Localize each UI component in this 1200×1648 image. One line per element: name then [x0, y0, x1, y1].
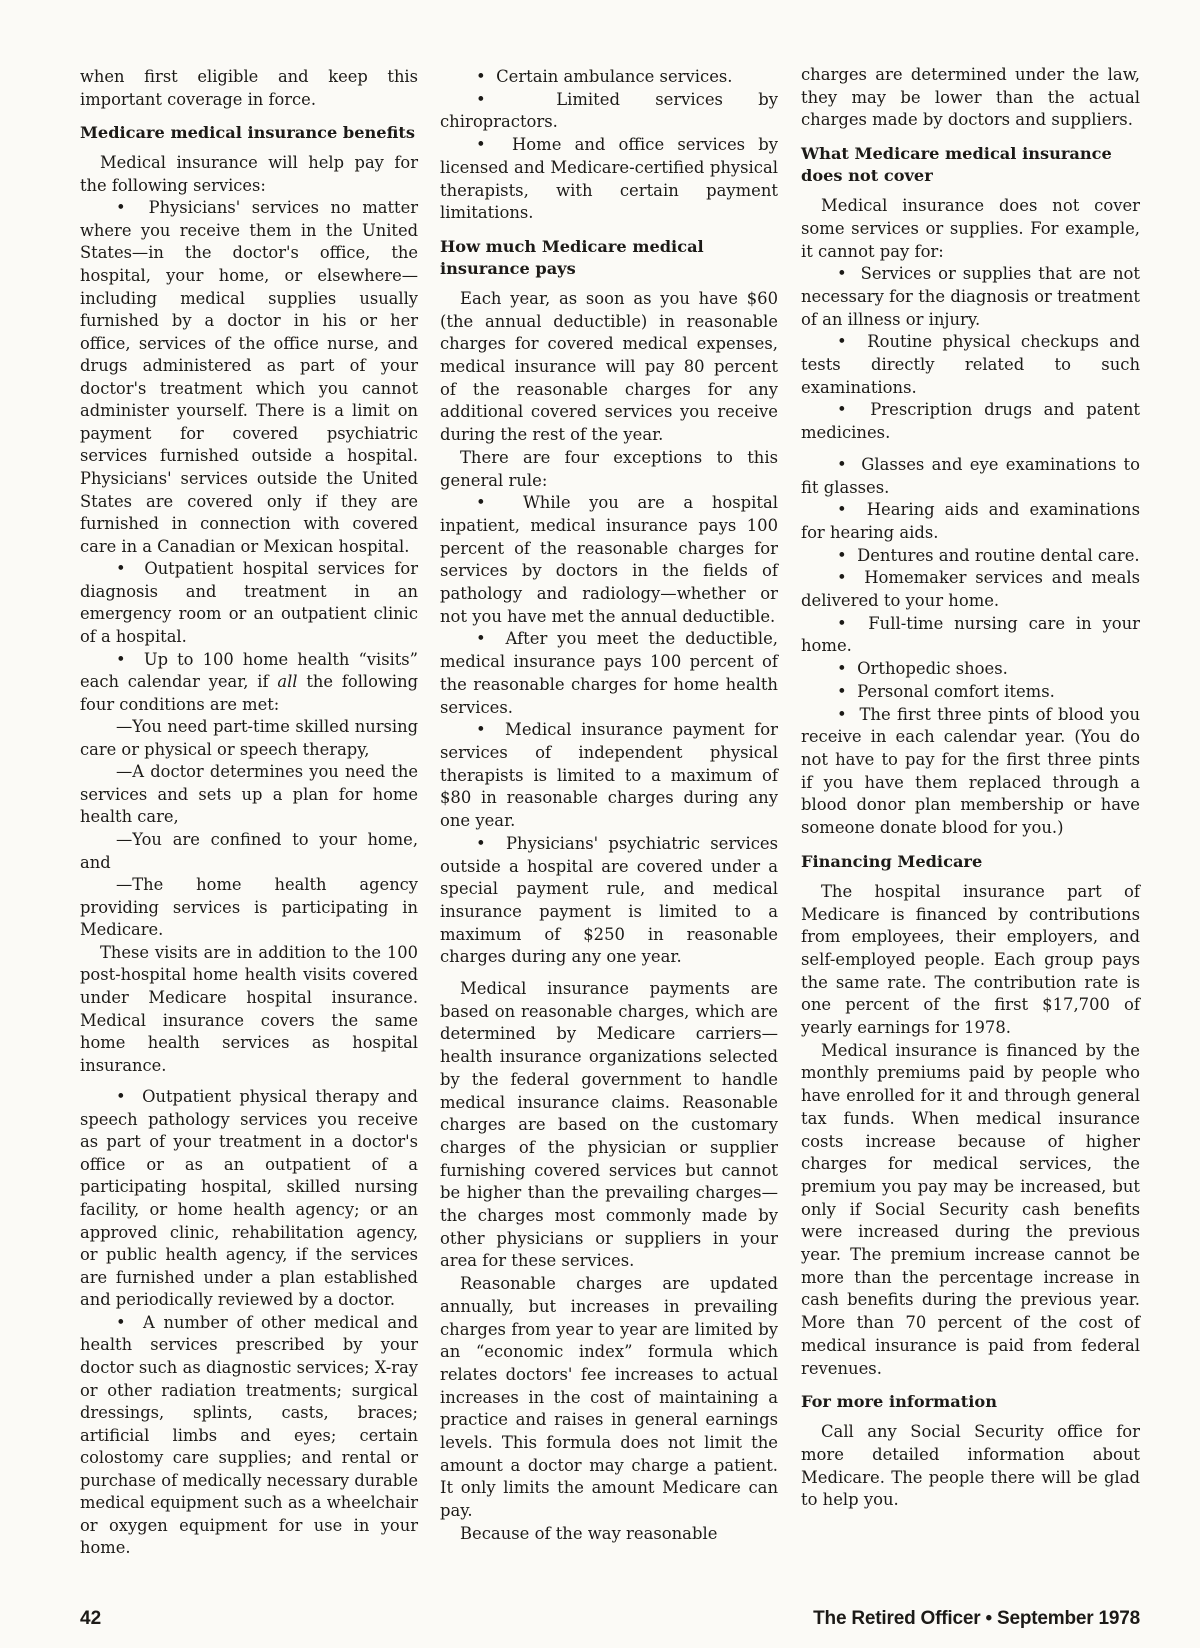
paragraph-each-year: Each year, as soon as you have $60 (the annual deductible) in reasonable charges for covered medical expenses, medical insurance will pay 80 percent of the reasonable charges for any additional covered services you receive during the rest of the year.	[440, 288, 778, 445]
bullet-home-office	[440, 134, 778, 225]
paragraph-updated: Reasonable charges are updated annually, but increases in prevailing charges from year to year are limited by an “economic index” formula which relates doctors' fee increases to actual increases in the cost of maintaining a practice and raises in general earnings levels. This formula does not limit the amount a doctor may charge a patient. It only limits the amount Medicare can pay.	[440, 1274, 778, 1521]
bullet-prescription	[801, 399, 1140, 444]
publication-title: The Retired Officer	[813, 1608, 981, 1629]
bullet-dentures	[801, 545, 1140, 568]
paragraph-medical-insurance: Medical insurance is financed by the monthly premiums paid by people who have enrolled for it and through general tax funds. When medical insurance costs increase because of higher charges for medical services, the premium you pay may be increased, but only if Social Security cash benefits were increased during the previous year. The premium increase cannot be more than the percentage increase in cash benefits during the previous year. More than 70 percent of the cost of medical insurance is paid from federal revenues.	[801, 1040, 1140, 1378]
heading-more-info: For more information	[801, 1392, 997, 1412]
bullet-text: • The first three pints of blood you receive in each calendar year. (You do not have to pay for the first three pints if you have them replaced through a blood donor plan membership or have someone donate blood for you.)	[801, 705, 1140, 838]
bullet-text: • Prescription drugs and patent medicines.	[801, 400, 1140, 442]
paragraph-exceptions: There are four exceptions to this general rule:	[440, 447, 778, 490]
bullet-after-deductible	[440, 628, 778, 719]
bullet-orthopedic	[801, 658, 1140, 681]
bullet-text: • Home and office services by licensed and Medicare-certified physical therapists, with certain payment limitations.	[440, 135, 778, 222]
paragraph-payments: Medical insurance payments are based on reasonable charges, which are determined by Medicare carriers—health insurance organizations selected by the federal government to handle medical insurance claims. Reasonable charges are based on the customary charges of the physician or supplier furnishing covered services but cannot be higher than the prevailing charges—the charges most commonly made by other physicians or suppliers in your area for these services.	[440, 979, 778, 1271]
bullet-text: • Physicians' psychiatric services outside a hospital are covered under a special payment rule, and medical insurance payment is limited to a maximum of $250 in reasonable charges during any one year.	[440, 834, 778, 967]
bullet-text: • Routine physical checkups and tests directly related to such examinations.	[801, 332, 1140, 396]
bullet-text: • Personal comfort items.	[837, 682, 1055, 701]
bullet-routine	[801, 331, 1140, 399]
bullet-hearing	[801, 499, 1140, 544]
bullet-text: • Full-time nursing care in your home.	[801, 614, 1140, 656]
page-number: 42	[80, 1608, 102, 1629]
emphasis-all: all	[277, 672, 298, 692]
bullet-text: • Dentures and routine dental care.	[837, 546, 1140, 565]
paragraph-not-cover: Medical insurance does not cover some services or supplies. For example, it cannot pay for:	[801, 196, 1140, 261]
paragraph-intro: Medical insurance will help pay for the following services:	[80, 153, 418, 195]
bullet-text: • Certain ambulance services.	[476, 67, 733, 86]
bullet-unnecessary	[801, 263, 1140, 331]
bullet-text: • Glasses and eye examinations to fit glasses.	[801, 455, 1140, 497]
condition-2: —A doctor determines you need the services and sets up a plan for home health care,	[80, 762, 418, 827]
condition-3: —You are confined to your home, and	[80, 830, 418, 872]
bullet-glasses	[801, 454, 1140, 499]
bullet-text: • While you are a hospital inpatient, medical insurance pays 100 percent of the reasonable charges for services by doctors in the fields of pathology and radiology—whether or not you have met the annual deductible.	[440, 493, 778, 626]
bullet-inpatient	[440, 492, 778, 628]
bullet-text: • After you meet the deductible, medical insurance pays 100 percent of the reasonable charges for home health services.	[440, 629, 778, 716]
bullet-other-services	[80, 1312, 418, 1560]
publication-line	[802, 1607, 1140, 1631]
bullet-text: • Up to 100 home health “visits” each calendar year, if	[80, 650, 418, 692]
bullet-comfort	[801, 681, 1140, 704]
paragraph-hospital-insurance: The hospital insurance part of Medicare is financed by contributions from employees, their employers, and self-employed people. Each group pays the same rate. The contribution rate is one percent of the first $17,700 of yearly earnings for 1978.	[801, 881, 1140, 1038]
bullet-blood	[801, 704, 1140, 840]
bullet-home-visits	[80, 649, 418, 717]
bullet-fulltime-nursing	[801, 613, 1140, 658]
bullet-text: • A number of other medical and health services prescribed by your doctor such as diagnostic services; X-ray or other radiation treatments; surgical dressings, splints, casts, braces; artificial limbs and eyes; certain colostomy care supplies; and rental or purchase of medically necessary durable medical equipment such as a wheelchair or oxygen equipment for use in your home.	[80, 1313, 418, 1558]
bullet-text-end: the following four conditions are met:	[80, 672, 418, 714]
separator-bullet: •	[985, 1608, 992, 1629]
column-1	[80, 66, 418, 1560]
paragraph-continued: charges are determined under the law, they may be lower than the actual charges made by doctors and suppliers.	[801, 65, 1140, 130]
paragraph-because: Because of the way reasonable	[460, 1523, 718, 1543]
bullet-text: • Limited services by chiropractors.	[440, 90, 778, 132]
bullet-homemaker	[801, 567, 1140, 612]
bullet-outpatient-hospital	[80, 558, 418, 648]
heading-financing: Financing Medicare	[801, 851, 983, 871]
heading-not-cover: What Medicare medical insurance does not cover	[801, 144, 1112, 186]
paragraph-visits: These visits are in addition to the 100 post-hospital home health visits covered under Medicare hospital insurance. Medical insurance covers the same home health services as hospital insurance.	[80, 942, 418, 1075]
bullet-text: • Homemaker services and meals delivered to your home.	[801, 568, 1140, 610]
bullet-text: • Outpatient physical therapy and speech pathology services you receive as part of your treatment in a doctor's office or as an outpatient of a participating hospital, skilled nursing facility, or home health agency; or an approved clinic, rehabilitation agency, or public health agency, if the services are furnished under a plan established and periodically reviewed by a doctor.	[80, 1087, 418, 1309]
bullet-physicians	[80, 197, 418, 558]
condition-4: —The home health agency providing services is participating in Medicare.	[80, 875, 418, 940]
bullet-text: • Physicians' services no matter where you receive them in the United States—in the doctor's office, the hospital, your home, or elsewhere—including medical supplies usually furnished by a doctor in his or her office, services of the office nurse, and drugs administered as part of your doctor's treatment which you cannot administer yourself. There is a limit on payment for covered psychiatric services furnished outside a hospital. Physicians' services outside the United States are covered only if they are furnished in connection with covered care in a Canadian or Mexican hospital.	[80, 198, 418, 555]
paragraph-call: Call any Social Security office for more detailed information about Medicare. The people there will be glad to help you.	[801, 1422, 1140, 1510]
bullet-ambulance	[440, 66, 778, 89]
column-2	[440, 66, 778, 1546]
bullet-physical-therapy	[80, 1086, 418, 1312]
heading-benefits: Medicare medical insurance benefits	[80, 123, 415, 143]
bullet-text: • Hearing aids and examinations for hearing aids.	[801, 500, 1140, 542]
publication-date: September 1978	[997, 1608, 1140, 1629]
bullet-independent-therapists	[440, 719, 778, 833]
column-3	[801, 64, 1140, 1512]
paragraph-continued: when first eligible and keep this important coverage in force.	[80, 67, 418, 109]
bullet-psychiatric	[440, 833, 778, 969]
bullet-text: • Outpatient hospital services for diagnosis and treatment in an emergency room or an outpatient clinic of a hospital.	[80, 559, 418, 646]
bullet-text: • Orthopedic shoes.	[837, 659, 1008, 678]
bullet-chiropractors	[440, 89, 778, 134]
condition-1: —You need part-time skilled nursing care or physical or speech therapy,	[80, 717, 418, 759]
bullet-text: • Medical insurance payment for services of independent physical therapists is limited to a maximum of $80 in reasonable charges during any one year.	[440, 720, 778, 830]
bullet-text: • Services or supplies that are not necessary for the diagnosis or treatment of an illness or injury.	[801, 264, 1140, 328]
heading-pays: How much Medicare medical insurance pays	[440, 236, 704, 278]
